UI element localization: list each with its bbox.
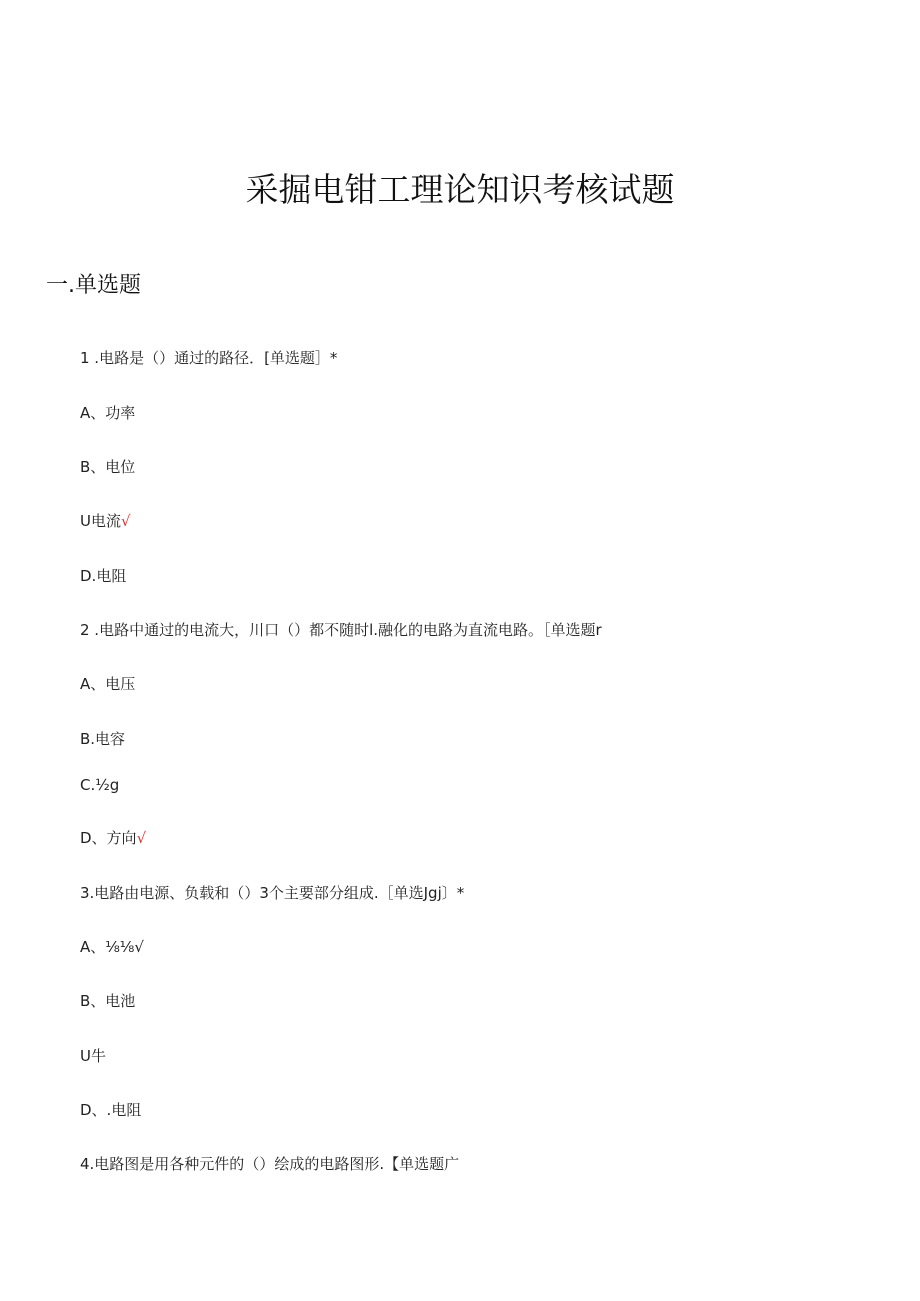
question-4: 4.电路图是用各种元件的（）绘成的电路图形.【单选题广: [80, 1155, 460, 1173]
option-line: A、功率: [80, 404, 136, 422]
correct-mark: √: [120, 512, 131, 530]
correct-mark: √: [136, 829, 147, 847]
option-line: D.电阻: [80, 567, 127, 585]
question-3: 3.电路由电源、负载和（）3个主要部分组成.［单选Jgj〕*: [80, 884, 465, 902]
option-line: A、⅛⅛√: [80, 938, 144, 956]
option-line: B、电池: [80, 992, 136, 1010]
option-line: B.电容: [80, 730, 126, 748]
option-line: D、方向√: [80, 829, 147, 847]
question-2: 2 .电路中通过的电流大，川口（）都不随时l.融化的电路为直流电路。［单选题r: [80, 621, 602, 639]
option-line: B、电位: [80, 458, 136, 476]
document-title: 采掘电钳工理论知识考核试题: [245, 170, 675, 209]
option-line: U牛: [80, 1047, 106, 1065]
section-heading: 一.单选题: [46, 273, 141, 298]
option-line: C.½g: [80, 776, 120, 794]
option-line: D、.电阻: [80, 1101, 142, 1119]
option-line: U电流√: [80, 512, 131, 530]
question-1: 1 .电路是（）通过的路径．[单选题］*: [80, 349, 338, 367]
option-line: A、电压: [80, 675, 136, 693]
